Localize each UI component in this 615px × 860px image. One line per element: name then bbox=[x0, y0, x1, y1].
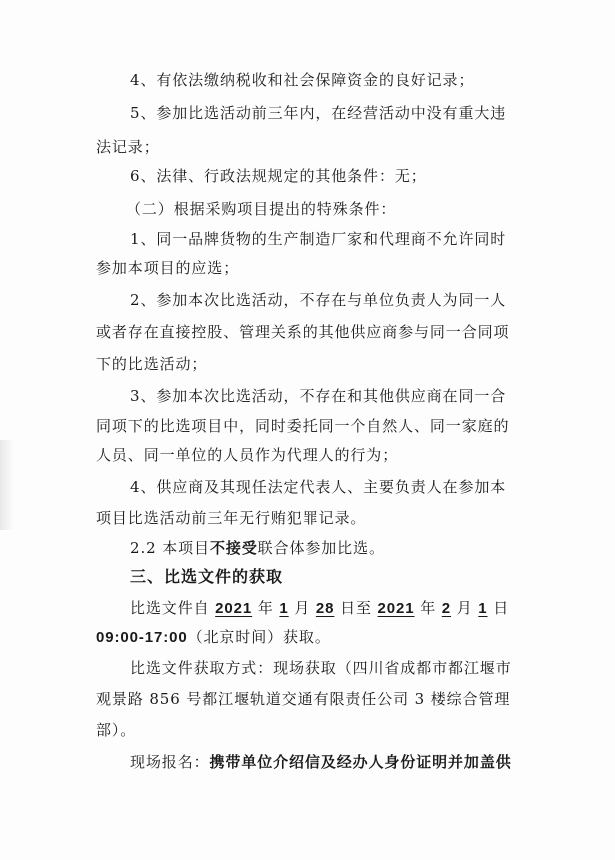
text-line: 同项下的比选项目中，同时委托同一个自然人、同一家庭的 bbox=[96, 417, 510, 435]
text-line-time bbox=[96, 627, 526, 648]
text-span: 联合体参加比选。 bbox=[257, 539, 385, 557]
text-line-joint-bid bbox=[130, 538, 560, 558]
end-day: 1 bbox=[478, 600, 488, 617]
text-span: （北京时间）获取。 bbox=[187, 628, 331, 646]
text-span: 日 bbox=[487, 599, 510, 617]
registration-requirement: 携带单位介绍信及经办人身份证明并加盖供 bbox=[209, 753, 512, 771]
text-span: 现场报名： bbox=[130, 753, 210, 771]
end-month: 2 bbox=[441, 600, 452, 617]
text-line: 3、参加本次比选活动，不存在和其他供应商在同一合 bbox=[130, 387, 507, 405]
emphasis-not-accept: 不接受 bbox=[209, 539, 258, 557]
time-range: 09:00-17:00 bbox=[96, 629, 188, 646]
section-heading: 三、比选文件的获取 bbox=[130, 567, 284, 586]
text-line: 5、参加比选活动前三年内，在经营活动中没有重大违 bbox=[130, 104, 507, 122]
start-year: 2021 bbox=[215, 600, 253, 617]
text-line: （二）根据采购项目提出的特殊条件： bbox=[126, 200, 397, 218]
scan-edge-shadow bbox=[0, 440, 14, 530]
text-span: 2.2 本项目 bbox=[130, 539, 210, 557]
text-line: 4、有依法缴纳税收和社会保障资金的良好记录； bbox=[130, 71, 475, 89]
text-line: 6、法律、行政法规规定的其他条件：无； bbox=[130, 167, 427, 185]
text-span: 比选文件自 bbox=[130, 599, 216, 617]
start-month: 1 bbox=[279, 600, 289, 617]
start-day: 28 bbox=[315, 600, 335, 617]
end-year: 2021 bbox=[377, 600, 415, 617]
text-line-date-range bbox=[130, 598, 560, 619]
text-line: 参加本项目的应选； bbox=[96, 259, 240, 277]
text-line: 部）。 bbox=[96, 721, 137, 739]
text-line: 项目比选活动前三年无行贿犯罪记录。 bbox=[96, 509, 367, 527]
text-line: 1、同一品牌货物的生产制造厂家和代理商不允许同时 bbox=[130, 230, 507, 248]
text-span: 年 bbox=[252, 599, 280, 617]
text-line: 下的比选活动； bbox=[96, 355, 208, 373]
text-line: 比选文件获取方式：现场获取（四川省成都市都江堰市 bbox=[130, 659, 512, 677]
text-line: 4、供应商及其现任法定代表人、主要负责人在参加本 bbox=[130, 478, 507, 496]
text-span: 年 bbox=[414, 599, 442, 617]
text-line: 观景路 856 号都江堰轨道交通有限责任公司 3 楼综合管理 bbox=[96, 690, 511, 708]
text-line: 人员、同一单位的人员作为代理人的行为； bbox=[96, 446, 399, 464]
text-span: 月 bbox=[451, 599, 479, 617]
text-line: 或者存在直接控股、管理关系的其他供应商参与同一合同项 bbox=[96, 323, 510, 341]
text-line-registration bbox=[130, 752, 560, 772]
text-span: 月 bbox=[288, 599, 316, 617]
text-span: 日至 bbox=[334, 599, 378, 617]
text-line: 2、参加本次比选活动，不存在与单位负责人为同一人 bbox=[130, 291, 507, 309]
text-line: 法记录； bbox=[96, 138, 160, 156]
